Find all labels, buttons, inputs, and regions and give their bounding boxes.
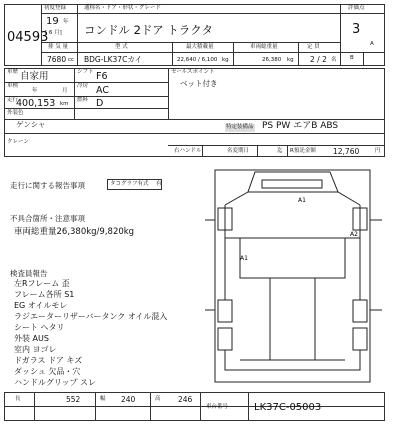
defect-label: 不具合箇所・注意事項	[10, 214, 85, 223]
inspector-line: シート ヘタリ	[14, 323, 65, 332]
inspector-line: ハンドルグリップ スレ	[14, 378, 97, 387]
eval-label: 評価点	[348, 5, 365, 11]
eval-value: 3	[352, 22, 361, 37]
width-value: 240	[121, 395, 136, 404]
length-label: 長	[15, 396, 21, 402]
gross-weight-value: 26,380	[262, 57, 282, 63]
model-label: 通称名・ドア・形状・グレード	[84, 5, 161, 11]
exterior-value: ゲンシャ	[16, 120, 46, 129]
katashiki-label: 型 式	[115, 44, 128, 50]
shift-value: F6	[96, 71, 108, 82]
inspector-label: 検査員報告	[10, 269, 48, 278]
chassis-value: LK37C-05003	[254, 402, 322, 413]
sheet-number: 04593	[7, 30, 49, 45]
tachograph-label: タコグラフ有式	[110, 181, 149, 187]
inspector-line: 室内 ヨゴレ	[14, 345, 57, 354]
aircon-label: 冷房	[77, 83, 89, 89]
usage-label: 車歴	[7, 69, 19, 75]
mark-a2: A2	[350, 231, 358, 238]
side-a: A	[370, 41, 374, 47]
inspector-lines	[14, 280, 174, 390]
capacity-unit: 名	[331, 57, 337, 63]
side-b: B	[350, 55, 354, 61]
mileage-unit: km	[60, 101, 69, 107]
driving-label: 走行に関する報告事項	[10, 181, 85, 190]
inspector-line: ダッシュ 欠品・穴	[14, 367, 81, 376]
sales-point-label: セールスポイント	[171, 69, 215, 75]
max-load-label: 最大積載量	[186, 44, 214, 50]
inspection-label: 車検	[7, 83, 19, 89]
tachograph-unit: 有	[156, 181, 162, 187]
capacity-value: 2 / 2	[310, 55, 327, 64]
reg-year: 19	[46, 16, 59, 27]
mileage-label: 走行	[7, 97, 19, 103]
vehicle-diagram	[200, 160, 390, 388]
inspector-line: フレーム各所 S1	[14, 290, 75, 299]
recycle-value: 12,760	[333, 147, 360, 156]
displacement-value: 7680	[47, 55, 67, 64]
fuel-label: 燃料	[77, 97, 89, 103]
katashiki-value: BDG-LK37Cカイ	[84, 55, 143, 64]
displacement-label: 排 気 量	[48, 44, 68, 50]
height-label: 高	[155, 396, 161, 402]
shift-label: シフト	[77, 69, 94, 75]
diagram-frame	[215, 170, 370, 382]
width-label: 幅	[100, 396, 106, 402]
defect-text: 車両総重量26,380kg/9,820kg	[14, 227, 135, 237]
chassis-label: 車台番号	[206, 404, 229, 410]
gross-weight-label: 車両総重量	[250, 44, 278, 50]
equip-value: PS PW エアB ABS	[262, 121, 339, 131]
inspector-line: 外装 AUS	[14, 334, 49, 343]
mark-a1-left: A1	[240, 255, 248, 262]
aircon-value: AC	[96, 85, 109, 96]
inspector-line: EG オイルモレ	[14, 301, 68, 310]
recycle-unit: 円	[375, 148, 381, 154]
rear-left-wheel-2	[218, 328, 232, 350]
inspector-line: ドガラス ドア キズ	[14, 356, 83, 365]
reg-label: 初度登録	[44, 5, 67, 11]
usage-value: 自家用	[20, 71, 49, 82]
transfer-label: 名変期日	[227, 148, 250, 154]
crane-label: クレーン	[7, 139, 29, 145]
height-value: 246	[178, 395, 193, 404]
capacity-label: 定 員	[307, 44, 320, 50]
equip-label: 特定装備品	[226, 124, 254, 130]
gross-weight-unit: kg	[287, 57, 294, 63]
year-label: 年	[63, 19, 69, 25]
displacement-unit: cc	[68, 57, 75, 63]
inspection-year: 年	[32, 88, 38, 94]
exterior-label: 外装色	[7, 110, 24, 116]
inspector-line: 左Rフレーム 歪	[14, 279, 70, 288]
rear-left-wheel-1	[218, 300, 232, 322]
mileage-value: 400,153	[16, 98, 56, 109]
transfer-unit: 迄	[277, 148, 283, 154]
sales-point-value: ベット付き	[180, 79, 218, 88]
max-load-value: 22,640 / 6,100	[177, 57, 218, 63]
inspection-month: 月	[62, 88, 68, 94]
length-value: 552	[66, 395, 81, 404]
rear-right-wheel-2	[353, 328, 367, 350]
max-load-unit: kg	[222, 57, 229, 63]
reg-month: [ 6 月]	[45, 30, 62, 36]
car-name: コンドル 2ドア トラクタ	[84, 23, 214, 37]
fuel-value: D	[96, 98, 104, 109]
inspector-line: ラジエーターリザーバータンク オイル混入	[14, 312, 168, 321]
rear-right-wheel-1	[353, 300, 367, 322]
mark-a1-top: A1	[298, 197, 306, 204]
recycle-label: R預託金額	[290, 148, 316, 154]
steering-label: 右ハンドル	[174, 148, 202, 154]
